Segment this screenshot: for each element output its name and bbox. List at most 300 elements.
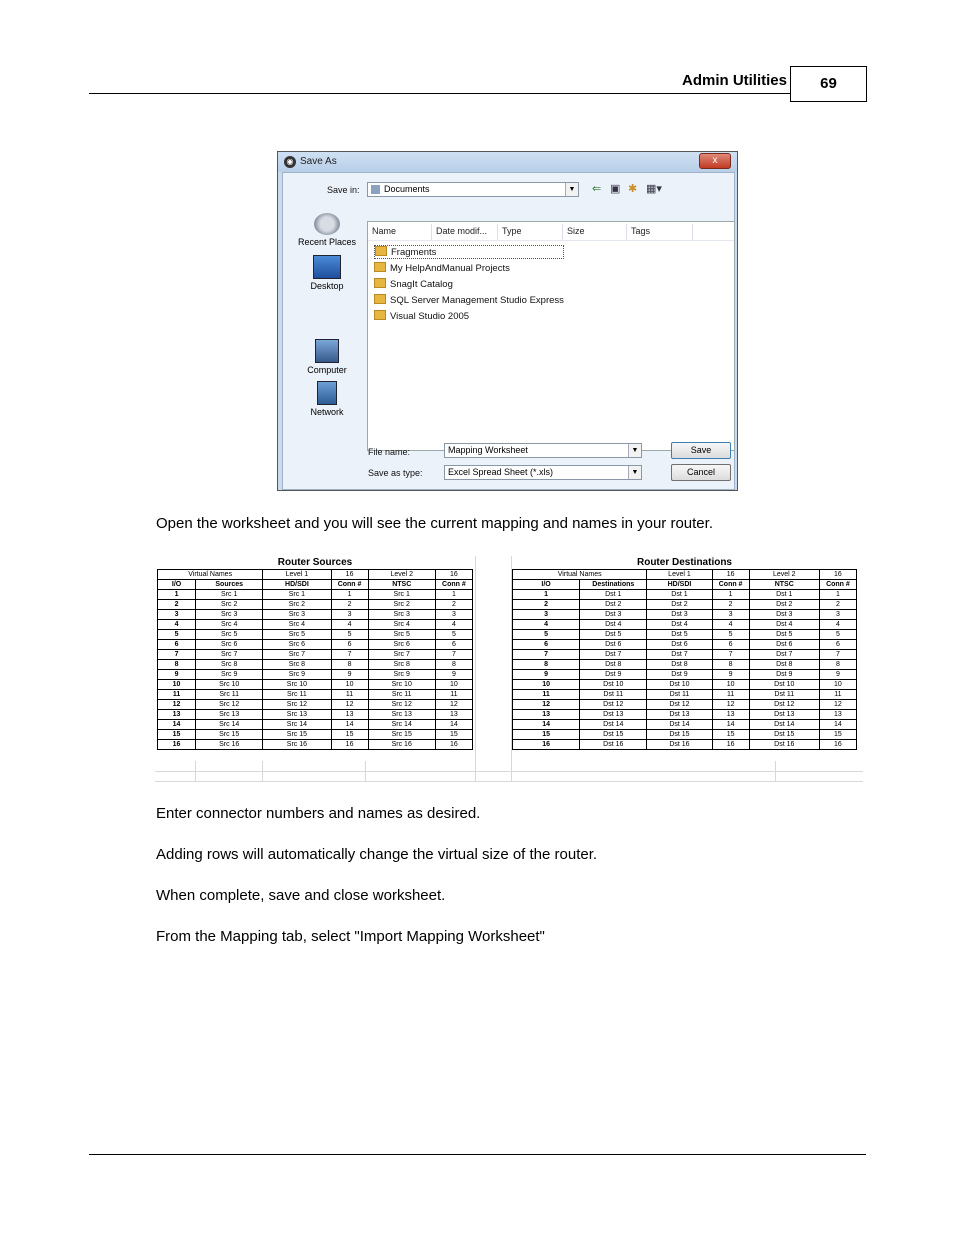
sources-title: Router Sources [158,557,473,570]
table-cell: Dst 9 [647,670,712,680]
table-cell: 3 [158,610,196,620]
paragraph: Open the worksheet and you will see the current mapping and names in your router. [156,515,713,532]
table-row [158,720,473,730]
column-separator [692,224,693,240]
col-hd-sdi: HD/SDI [647,580,712,590]
table-cell: Src 11 [196,690,263,700]
table-cell: Dst 1 [580,590,647,600]
table-cell: Src 3 [263,610,331,620]
table-cell: 7 [712,650,749,660]
place-label: Recent Places [297,237,357,247]
table-cell: 14 [513,720,580,730]
table-row [513,720,857,730]
list-item[interactable] [374,262,510,274]
table-cell: Dst 1 [647,590,712,600]
table-cell: 3 [712,610,749,620]
table-cell: Dst 4 [749,620,819,630]
table-row [158,640,473,650]
table-cell: 11 [819,690,856,700]
list-item[interactable] [374,294,564,306]
folder-icon [374,294,386,304]
table-cell: 15 [819,730,856,740]
table-cell: Src 8 [263,660,331,670]
table-header-row [513,580,857,590]
table-cell: Src 13 [263,710,331,720]
table-cell: 2 [819,600,856,610]
file-name-label: File name: [368,447,411,457]
table-cell: Src 14 [368,720,435,730]
table-cell: 10 [158,680,196,690]
group-level1: Level 1 [263,570,331,580]
table-row [158,610,473,620]
col-conn: Conn # [331,580,368,590]
list-item[interactable] [374,278,453,290]
table-row [158,630,473,640]
table-cell: 3 [819,610,856,620]
table-cell: 2 [435,600,472,610]
table-cell: 14 [819,720,856,730]
table-cell: Dst 6 [647,640,712,650]
table-cell: 1 [712,590,749,600]
column-separator [497,224,498,240]
table-cell: 4 [435,620,472,630]
folder-icon [375,246,387,256]
recent-places-icon [314,213,340,235]
table-cell: 13 [435,710,472,720]
table-cell: 3 [331,610,368,620]
table-cell: 5 [819,630,856,640]
col-destinations: Destinations [580,580,647,590]
cancel-button[interactable]: Cancel [671,464,731,481]
table-cell: 14 [712,720,749,730]
table-cell: 4 [513,620,580,630]
col-io: I/O [158,580,196,590]
table-row [158,650,473,660]
table-cell: Src 8 [196,660,263,670]
table-cell: 15 [331,730,368,740]
table-cell: 2 [513,600,580,610]
table-row [158,620,473,630]
list-item[interactable] [374,310,469,322]
table-cell: 13 [158,710,196,720]
chevron-down-icon[interactable]: ▼ [565,183,578,196]
table-cell: Src 16 [368,740,435,750]
table-header-row [158,580,473,590]
place-label: Computer [307,365,347,375]
table-row [158,600,473,610]
table-cell: 3 [435,610,472,620]
desktop-icon [313,255,341,279]
table-cell: Dst 15 [749,730,819,740]
table-cell: Src 7 [196,650,263,660]
table-cell: Dst 16 [647,740,712,750]
table-row [513,650,857,660]
table-cell: 5 [435,630,472,640]
table-cell: Dst 3 [580,610,647,620]
table-cell: 6 [435,640,472,650]
table-cell: 9 [712,670,749,680]
table-row [513,620,857,630]
save-type-value: Excel Spread Sheet (*.xls) [448,467,554,477]
up-folder-icon[interactable]: ▣ [610,183,621,195]
table-row [158,740,473,750]
column-header-row [368,222,734,241]
back-icon[interactable]: ⇐ [592,183,602,195]
table-row [513,660,857,670]
table-cell: Dst 7 [749,650,819,660]
table-cell: 8 [513,660,580,670]
table-cell: 12 [513,700,580,710]
place-label: Network [310,407,344,417]
table-cell: Dst 15 [580,730,647,740]
table-cell: Src 14 [196,720,263,730]
table-cell: Dst 15 [647,730,712,740]
table-cell: 7 [331,650,368,660]
table-cell: Src 11 [263,690,331,700]
documents-icon [371,185,380,194]
table-cell: 16 [513,740,580,750]
table-cell: Src 11 [368,690,435,700]
table-cell: Dst 6 [580,640,647,650]
table-cell: 10 [712,680,749,690]
header-rule [89,93,791,94]
table-cell: Dst 11 [749,690,819,700]
table-cell: 5 [158,630,196,640]
table-row [513,740,857,750]
table-cell: Src 8 [368,660,435,670]
table-cell: Src 2 [368,600,435,610]
table-cell: 6 [819,640,856,650]
table-row [513,600,857,610]
table-cell: Src 10 [368,680,435,690]
close-icon[interactable]: x [699,153,731,169]
table-cell: Src 2 [196,600,263,610]
level2-count: 16 [435,570,472,580]
paragraph: Enter connector numbers and names as desired. [156,805,481,822]
gridline [475,556,476,782]
table-cell: Src 9 [368,670,435,680]
column-type[interactable]: Type [502,226,522,236]
table-cell: 8 [435,660,472,670]
table-cell: 11 [513,690,580,700]
group-level2: Level 2 [749,570,819,580]
table-cell: 5 [712,630,749,640]
table-cell: 12 [331,700,368,710]
table-cell: 4 [712,620,749,630]
table-cell: 12 [712,700,749,710]
table-cell: Dst 2 [749,600,819,610]
table-row [158,590,473,600]
table-cell: 5 [331,630,368,640]
table-cell: Dst 9 [580,670,647,680]
table-cell: 11 [158,690,196,700]
gridline [155,781,863,782]
section-title: Admin Utilities [681,72,787,89]
table-cell: 15 [158,730,196,740]
table-cell: Src 13 [196,710,263,720]
network-icon [317,381,337,405]
col-hd-sdi: HD/SDI [263,580,331,590]
table-cell: 13 [513,710,580,720]
table-cell: 1 [435,590,472,600]
col-ntsc: NTSC [368,580,435,590]
table-cell: Src 10 [196,680,263,690]
table-cell: Dst 13 [580,710,647,720]
place-label: Desktop [310,281,344,291]
table-cell: 14 [158,720,196,730]
table-cell: Dst 10 [647,680,712,690]
table-cell: 9 [158,670,196,680]
table-cell: Src 9 [196,670,263,680]
table-row [513,690,857,700]
table-row [158,730,473,740]
table-group-row [158,570,473,580]
group-level1: Level 1 [647,570,712,580]
table-cell: 15 [435,730,472,740]
table-cell: 9 [435,670,472,680]
table-cell: Src 6 [368,640,435,650]
table-row [158,680,473,690]
footer-rule [89,1154,866,1155]
level2-count: 16 [819,570,856,580]
table-cell: Dst 5 [580,630,647,640]
table-cell: 10 [331,680,368,690]
table-cell: 5 [513,630,580,640]
column-separator [562,224,563,240]
table-cell: 11 [331,690,368,700]
save-as-dialog [277,151,738,491]
table-cell: Src 10 [263,680,331,690]
save-button[interactable]: Save [671,442,731,459]
file-list[interactable] [367,221,735,451]
file-name-value: Mapping Worksheet [448,445,528,455]
table-cell: Dst 5 [749,630,819,640]
table-cell: Src 12 [263,700,331,710]
table-cell: 6 [331,640,368,650]
table-cell: 2 [712,600,749,610]
table-cell: Src 6 [263,640,331,650]
table-cell: 11 [435,690,472,700]
table-cell: Dst 8 [580,660,647,670]
table-cell: Dst 12 [647,700,712,710]
views-menu-icon[interactable]: ▦▾ [646,183,662,195]
table-cell: Dst 11 [647,690,712,700]
table-cell: Dst 14 [749,720,819,730]
item-label: Visual Studio 2005 [390,311,470,322]
group-virtual-names: Virtual Names [158,570,263,580]
table-cell: 16 [819,740,856,750]
column-separator [431,224,432,240]
table-cell: Src 4 [368,620,435,630]
table-row [513,630,857,640]
table-cell: Dst 12 [580,700,647,710]
new-folder-icon[interactable]: ✱ [628,183,638,195]
level1-count: 16 [331,570,368,580]
table-cell: Dst 2 [647,600,712,610]
table-cell: Dst 14 [647,720,712,730]
column-tags[interactable]: Tags [631,226,651,236]
table-cell: 12 [435,700,472,710]
item-label: SnagIt Catalog [390,279,453,290]
table-cell: 1 [158,590,196,600]
table-cell: 10 [513,680,580,690]
table-cell: Dst 7 [647,650,712,660]
page-number: 69 [790,66,867,102]
destinations-table [512,557,857,750]
table-row [513,700,857,710]
table-cell: 16 [158,740,196,750]
table-cell: 4 [819,620,856,630]
table-cell: Src 15 [196,730,263,740]
table-cell: Dst 7 [580,650,647,660]
table-cell: Dst 9 [749,670,819,680]
table-cell: Src 6 [196,640,263,650]
table-cell: 2 [158,600,196,610]
col-conn: Conn # [435,580,472,590]
column-size[interactable]: Size [567,226,585,236]
chevron-down-icon[interactable]: ▼ [628,444,641,457]
table-cell: 6 [158,640,196,650]
table-title-row [513,557,857,570]
table-cell: 11 [712,690,749,700]
table-cell: 8 [819,660,856,670]
item-label: My HelpAndManual Projects [390,263,510,274]
group-virtual-names: Virtual Names [513,570,647,580]
table-cell: 16 [712,740,749,750]
item-label: Fragments [391,247,437,258]
table-cell: Dst 3 [749,610,819,620]
table-cell: Dst 13 [749,710,819,720]
table-cell: Src 15 [263,730,331,740]
table-cell: 1 [331,590,368,600]
table-cell: Dst 10 [580,680,647,690]
table-cell: Dst 2 [580,600,647,610]
table-cell: 10 [435,680,472,690]
table-cell: 4 [158,620,196,630]
table-cell: 13 [712,710,749,720]
table-cell: 6 [712,640,749,650]
table-cell: Dst 16 [580,740,647,750]
table-cell: Src 12 [196,700,263,710]
table-cell: Dst 12 [749,700,819,710]
table-cell: Src 5 [368,630,435,640]
table-cell: Src 3 [368,610,435,620]
column-name[interactable]: Name [372,226,397,236]
table-cell: 13 [819,710,856,720]
paragraph: When complete, save and close worksheet. [156,887,446,904]
file-name-input[interactable] [444,443,642,458]
paragraph: Adding rows will automatically change the virtual size of the router. [156,846,598,863]
table-cell: 13 [331,710,368,720]
table-cell: 6 [513,640,580,650]
col-io: I/O [513,580,580,590]
table-cell: Src 16 [263,740,331,750]
chevron-down-icon[interactable]: ▼ [628,466,641,479]
table-cell: 14 [331,720,368,730]
table-row [158,670,473,680]
table-row [513,670,857,680]
table-cell: Dst 16 [749,740,819,750]
table-cell: Src 14 [263,720,331,730]
table-cell: 3 [513,610,580,620]
table-cell: 8 [158,660,196,670]
table-cell: Dst 8 [647,660,712,670]
table-cell: Dst 4 [647,620,712,630]
dialog-title: Save As [300,156,337,167]
table-cell: Src 9 [263,670,331,680]
table-cell: 16 [331,740,368,750]
table-cell: 15 [712,730,749,740]
table-cell: 8 [712,660,749,670]
table-cell: 12 [819,700,856,710]
destinations-table-body [513,557,857,750]
table-cell: Dst 6 [749,640,819,650]
col-conn: Conn # [712,580,749,590]
table-cell: Src 5 [263,630,331,640]
table-row [513,680,857,690]
table-cell: 1 [819,590,856,600]
sources-table [157,557,473,750]
table-cell: 9 [513,670,580,680]
table-cell: Src 5 [196,630,263,640]
folder-icon [374,278,386,288]
col-conn: Conn # [819,580,856,590]
place-desktop[interactable] [287,255,367,291]
table-row [158,690,473,700]
place-computer[interactable] [287,339,367,375]
table-cell: 12 [158,700,196,710]
table-row [513,640,857,650]
table-cell: 7 [513,650,580,660]
group-level2: Level 2 [368,570,435,580]
dialog-title-bar [278,152,737,172]
computer-icon [315,339,339,363]
table-cell: Src 12 [368,700,435,710]
table-cell: Dst 1 [749,590,819,600]
table-title-row [158,557,473,570]
list-item[interactable] [374,245,564,259]
column-separator [626,224,627,240]
table-cell: Dst 14 [580,720,647,730]
save-in-value: Documents [384,184,430,194]
table-row [513,710,857,720]
paragraph: From the Mapping tab, select "Import Mapping Worksheet" [156,928,545,945]
table-cell: Dst 10 [749,680,819,690]
table-row [513,590,857,600]
column-date-modified[interactable]: Date modif... [436,226,488,236]
table-row [513,730,857,740]
table-cell: Src 1 [368,590,435,600]
save-in-combo[interactable] [367,182,579,197]
gridline [155,771,863,772]
table-cell: Src 4 [196,620,263,630]
dialog-body [282,172,735,490]
table-cell: 8 [331,660,368,670]
place-network[interactable] [287,381,367,417]
table-cell: Src 1 [263,590,331,600]
table-cell: 7 [819,650,856,660]
place-recent-places[interactable] [287,213,367,247]
table-cell: 1 [513,590,580,600]
table-cell: Dst 3 [647,610,712,620]
save-type-label: Save as type: [368,468,423,478]
save-in-label: Save in: [327,185,360,195]
table-group-row [513,570,857,580]
mapping-worksheet [155,556,863,782]
table-cell: 10 [819,680,856,690]
app-icon: ◉ [284,156,296,168]
save-type-select[interactable] [444,465,642,480]
